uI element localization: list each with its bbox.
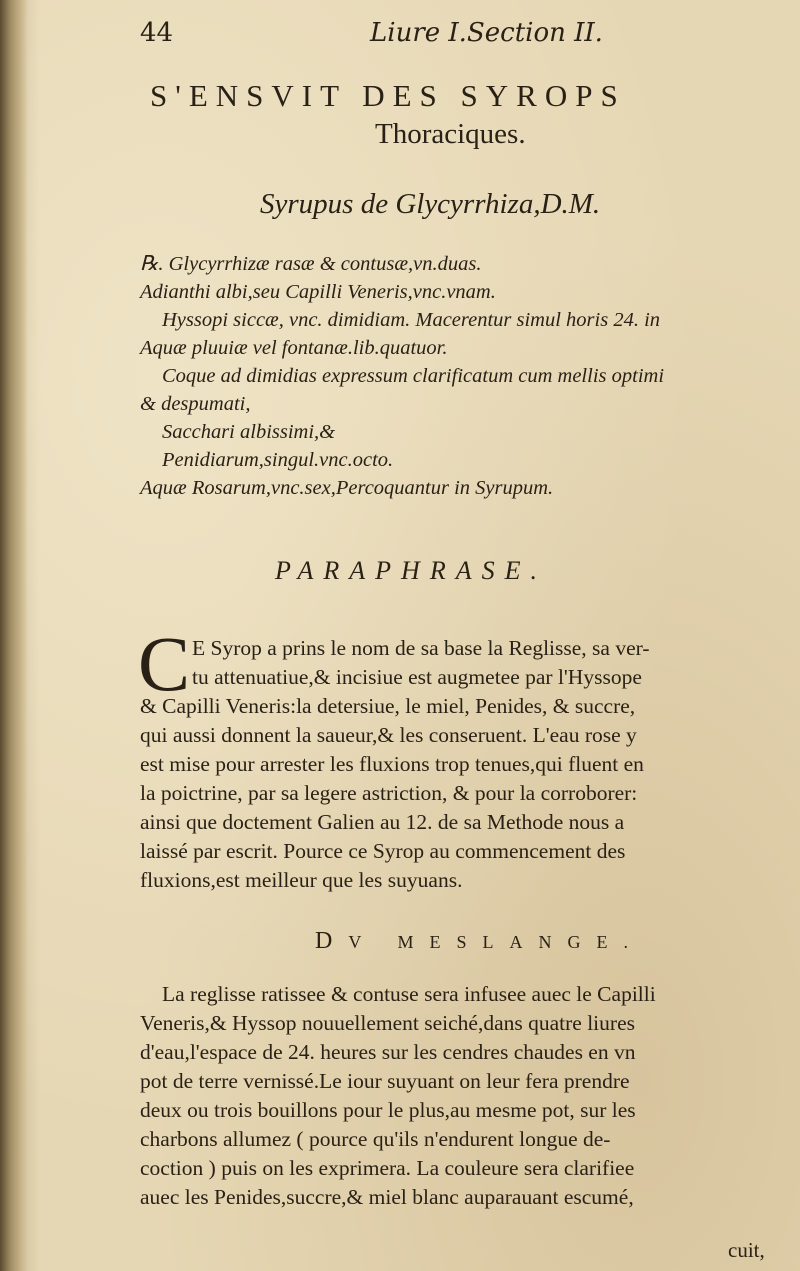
paragraph-line: qui aussi donnent la saueur,& les conseruent. L'eau rose y [140, 723, 637, 747]
paragraph-line: La reglisse ratissee & contuse sera infusee auec le Capilli [162, 982, 656, 1006]
recipe-line: ℞. Glycyrrhizæ rasæ & contusæ,vn.duas. [140, 253, 482, 275]
paragraph-line: E Syrop a prins le nom de sa base la Reglisse, sa ver- [192, 636, 650, 660]
paragraph-line: coction ) puis on les exprimera. La couleure sera clarifiee [140, 1156, 635, 1180]
section-subtitle: Thoraciques. [375, 118, 526, 150]
recipe-line: Aquæ pluuiæ vel fontanæ.lib.quatuor. [140, 337, 448, 359]
paragraph-line: tu attenuatiue,& incisiue est augmetee par l'Hyssope [192, 665, 642, 689]
meslange-heading [315, 928, 644, 955]
paragraph-line: laissé par escrit. Pource ce Syrop au commencement des [140, 839, 626, 863]
page-header [140, 18, 780, 58]
recipe-title: Syrupus de Glycyrrhiza,D.M. [260, 188, 601, 220]
paragraph-line: d'eau,l'espace de 24. heures sur les cendres chaudes en vn [140, 1040, 636, 1064]
catchword: cuit, [728, 1238, 765, 1262]
recipe-line: Hyssopi siccæ, vnc. dimidiam. Macerentur simul horis 24. in [162, 309, 661, 331]
meslange-paragraph [140, 980, 790, 1212]
running-head: Liure I.Section II. [370, 18, 603, 48]
paragraph-line: charbons allumez ( pource qu'ils n'endurent longue de- [140, 1127, 611, 1151]
paragraph-line: Veneris,& Hyssop nouuellement seiché,dans quatre liures [140, 1011, 635, 1035]
meslange-heading-rest: V MESLANGE. [348, 932, 645, 952]
recipe-line: & despumati, [140, 393, 251, 415]
paragraph-line: ainsi que doctement Galien au 12. de sa Methode nous a [140, 810, 625, 834]
drop-cap: C [138, 620, 191, 707]
recipe-line: Aquæ Rosarum,vnc.sex,Percoquantur in Syrupum. [140, 477, 554, 499]
recipe-line: Penidiarum,singul.vnc.octo. [162, 449, 394, 471]
recipe-line: Coque ad dimidias expressum clarificatum cum mellis optimi [162, 365, 665, 387]
paragraph-line: la poictrine, par sa legere astriction, & pour la corroborer: [140, 781, 638, 805]
section-title: S'ENSVIT DES SYROPS [150, 78, 626, 113]
recipe-line: Sacchari albissimi,& [162, 421, 336, 443]
paragraph-line: pot de terre vernissé.Le iour suyuant on leur fera prendre [140, 1069, 630, 1093]
paragraph-line: auec les Penides,succre,& miel blanc auparauant escumé, [140, 1185, 634, 1209]
paragraph-line: fluxions,est meilleur que les suyuans. [140, 868, 463, 892]
meslange-heading-initial: D [315, 928, 349, 954]
recipe-block [140, 250, 790, 502]
paragraph-line: est mise pour arrester les fluxions trop tenues,qui fluent en [140, 752, 644, 776]
paragraph-line: & Capilli Veneris:la detersiue, le miel, Penides, & succre, [140, 694, 636, 718]
recipe-line: Adianthi albi,seu Capilli Veneris,vnc.vnam. [140, 281, 496, 303]
page-number: 44 [140, 18, 174, 48]
paraphrase-heading: PARAPHRASE. [275, 556, 547, 585]
paraphrase-paragraph [140, 634, 790, 895]
paragraph-line: deux ou trois bouillons pour le plus,au mesme pot, sur les [140, 1098, 636, 1122]
